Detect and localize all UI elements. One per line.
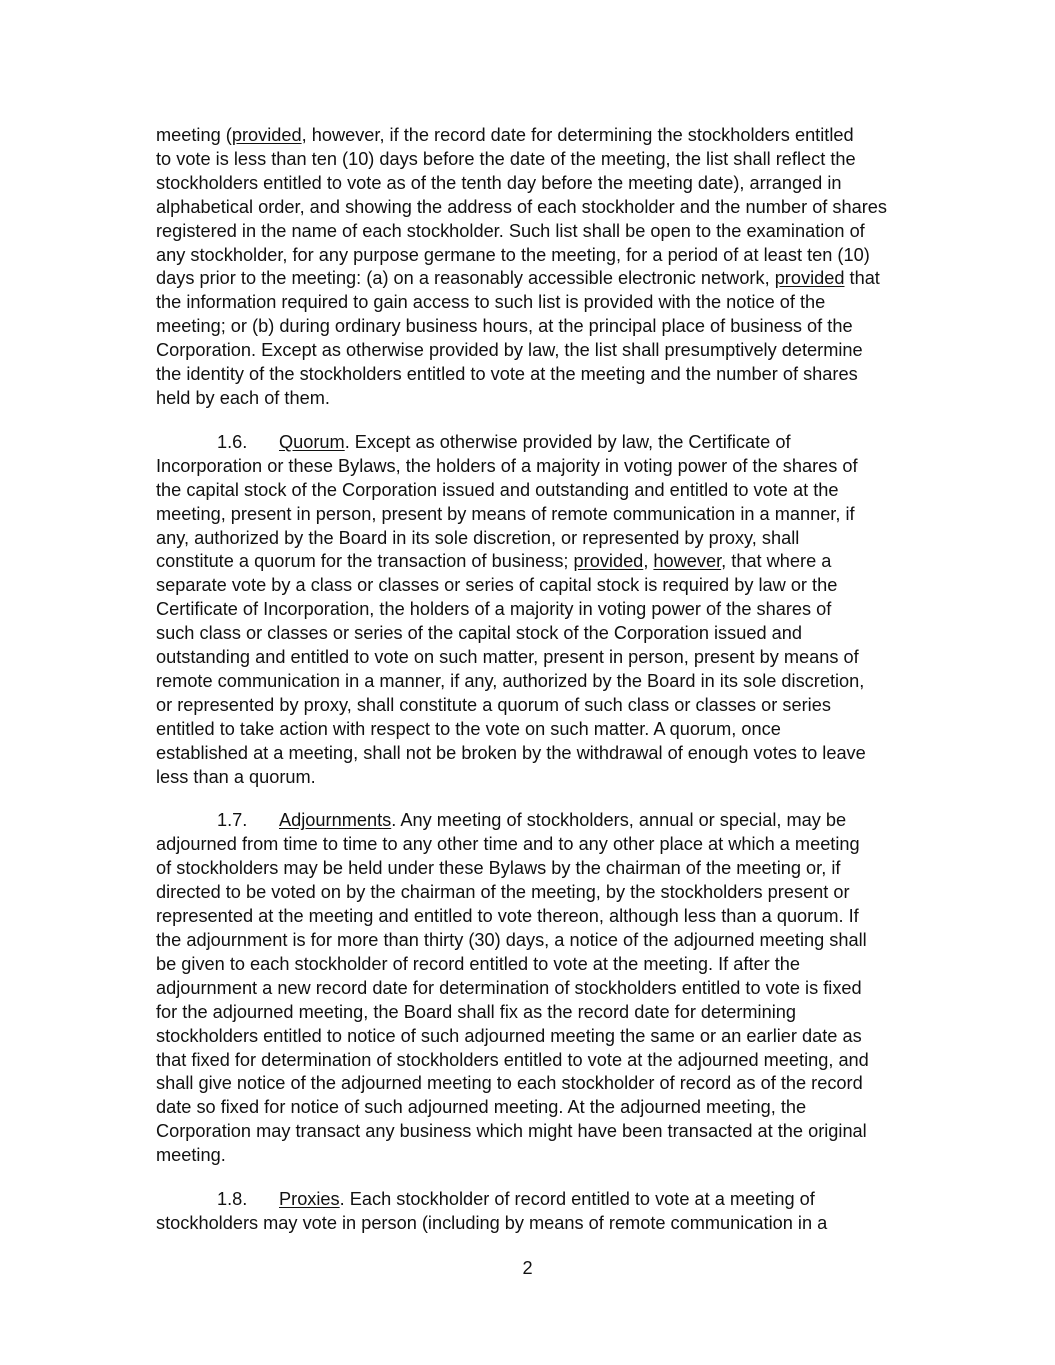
- text-line: meeting.: [156, 1145, 226, 1166]
- text-line: the capital stock of the Corporation issued and outstanding and entitled to vote at the: [156, 479, 839, 500]
- emphasis-however: however: [653, 551, 722, 572]
- text-line: Corporation may transact any business which might have been transacted at the original: [156, 1121, 867, 1142]
- section-heading: Adjournments: [279, 810, 392, 831]
- text-line: days prior to the meeting: (a) on a reasonably accessible electronic network, provided that: [156, 268, 880, 289]
- text-line: to vote is less than ten (10) days before the date of the meeting, the list shall reflect the: [156, 148, 856, 169]
- text-line: the adjournment is for more than thirty (30) days, a notice of the adjourned meeting shall: [156, 930, 867, 950]
- text-line: that fixed for determination of stockholders entitled to vote at the adjourned meeting, and: [156, 1049, 869, 1070]
- section-number: 1.7.: [217, 810, 248, 831]
- text-line: entitled to take action with respect to the vote on such matter. A quorum, once: [156, 718, 781, 739]
- paragraph-stockholder-list: [156, 124, 904, 411]
- emphasis-provided: provided: [573, 551, 644, 572]
- text-line: constitute a quorum for the transaction of business; provided, however, that where a: [156, 551, 832, 572]
- section-1-6-quorum: [156, 431, 904, 790]
- text-line: stockholders entitled to vote as of the tenth day before the meeting date), arranged in: [156, 172, 842, 193]
- section-heading-line: 1.8. Proxies. Each stockholder of record entitled to vote at a meeting of: [156, 1188, 904, 1212]
- text-line: directed to be voted on by the chairman of the meeting, by the stockholders present or: [156, 882, 850, 903]
- text-line: adjournment a new record date for determination of stockholders entitled to vote is fixed: [156, 977, 862, 998]
- text-line: held by each of them.: [156, 387, 330, 408]
- text-line: or represented by proxy, shall constitute a quorum of such class or classes or series: [156, 694, 831, 715]
- text-line: stockholders entitled to notice of such adjourned meeting the same or an earlier date as: [156, 1025, 862, 1046]
- text-line: registered in the name of each stockholder. Such list shall be open to the examination of: [156, 220, 865, 241]
- text-line: meeting; or (b) during ordinary business hours, at the principal place of business of the: [156, 316, 853, 337]
- text-line: the identity of the stockholders entitled to vote at the meeting and the number of shares: [156, 364, 858, 385]
- text-line: any, authorized by the Board in its sole discretion, or represented by proxy, shall: [156, 527, 800, 548]
- text-line: such class or classes or series of the capital stock of the Corporation issued and: [156, 623, 802, 644]
- text-line: shall give notice of the adjourned meeting to each stockholder of record as of the record: [156, 1073, 863, 1094]
- text-line: be given to each stockholder of record entitled to vote at the meeting. If after the: [156, 953, 801, 974]
- text-line: meeting (provided, however, if the record date for determining the stockholders entitled: [156, 125, 854, 145]
- text-line: alphabetical order, and showing the address of each stockholder and the number of shares: [156, 196, 887, 217]
- section-1-8-proxies: [156, 1188, 904, 1236]
- section-number: 1.8.: [217, 1189, 248, 1210]
- text-line: remote communication in a manner, if any, authorized by the Board in its sole discretion,: [156, 670, 865, 691]
- section-1-7-adjournments: [156, 809, 904, 1168]
- text-line: Certificate of Incorporation, the holders of a majority in voting power of the shares of: [156, 599, 832, 620]
- text-line: outstanding and entitled to vote on such matter, present in person, present by means of: [156, 647, 859, 668]
- text-line: stockholders may vote in person (including by means of remote communication in a: [156, 1212, 828, 1233]
- text-line: established at a meeting, shall not be broken by the withdrawal of enough votes to leave: [156, 742, 866, 763]
- text-line: meeting, present in person, present by means of remote communication in a manner, if: [156, 503, 855, 524]
- text-line: Corporation. Except as otherwise provided by law, the list shall presumptively determine: [156, 340, 863, 361]
- page-number: 2: [522, 1258, 533, 1278]
- emphasis-provided: provided: [774, 268, 845, 289]
- text-line: of stockholders may be held under these Bylaws by the chairman of the meeting or, if: [156, 858, 841, 879]
- text-line: date so fixed for notice of such adjourned meeting. At the adjourned meeting, the: [156, 1097, 807, 1118]
- section-heading-line: 1.7. Adjournments. Any meeting of stockholders, annual or special, may be: [156, 809, 904, 833]
- section-heading: Quorum: [279, 431, 345, 452]
- text-line: any stockholder, for any purpose germane to the meeting, for a period of at least ten (10): [156, 244, 870, 265]
- section-heading-line: 1.6. Quorum. Except as otherwise provided by law, the Certificate of: [156, 431, 904, 455]
- text-line: the information required to gain access to such list is provided with the notice of the: [156, 292, 826, 313]
- text-line: represented at the meeting and entitled to vote thereon, although less than a quorum. If: [156, 906, 859, 927]
- section-heading: Proxies: [279, 1189, 340, 1210]
- document-page: [156, 124, 904, 1236]
- section-number: 1.6.: [217, 431, 248, 452]
- text-line: less than a quorum.: [156, 766, 316, 787]
- text-line: separate vote by a class or classes or series of capital stock is required by law or the: [156, 575, 838, 596]
- text-line: Incorporation or these Bylaws, the holders of a majority in voting power of the shares of: [156, 455, 858, 476]
- emphasis-provided: provided: [231, 125, 302, 145]
- text-line: for the adjourned meeting, the Board shall fix as the record date for determining: [156, 1001, 796, 1022]
- text-line: adjourned from time to time to any other time and to any other place at which a meeting: [156, 834, 860, 855]
